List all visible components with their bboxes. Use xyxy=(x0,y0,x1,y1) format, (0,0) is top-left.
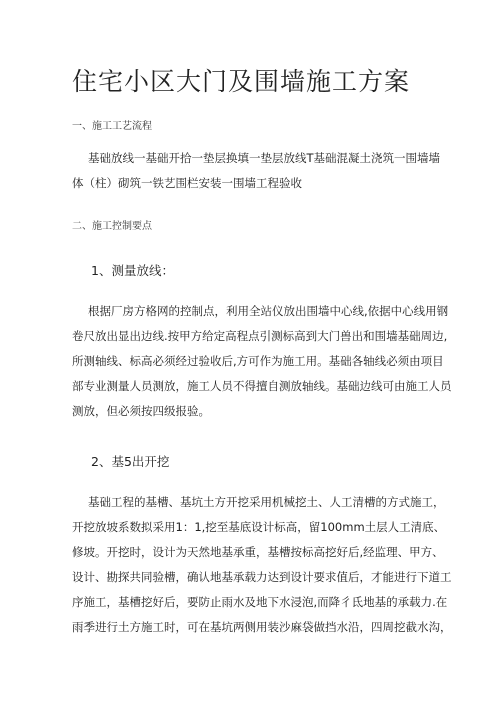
subheading-survey: 1、测量放线： xyxy=(91,263,174,278)
paragraph-line: 修坡。开挖时，设计为天然地基承重，基槽按标高挖好后,经监理、甲方、 xyxy=(72,545,444,559)
paragraph-line: 基础工程的基槽、基坑土方开挖采用机械挖土、人工清槽的方式施工， xyxy=(88,495,445,509)
section-heading-process: 一、施工工艺流程 xyxy=(72,121,152,132)
paragraph-line: 开挖放坡系数拟采用1：1,挖至基底设计标高，留100mm土层人工清底、 xyxy=(72,520,446,534)
subheading-excavation: 2、基5出开挖 xyxy=(91,454,170,469)
paragraph-process-flow xyxy=(72,146,441,196)
paragraph-line: 体（柱）砌筑一铁艺围栏安装一围墙工程验收 xyxy=(72,176,302,190)
paragraph-line: 根据厂房方格网的控制点，利用全站仪放出围墙中心线,依据中心线用钢 xyxy=(88,304,449,318)
paragraph-survey xyxy=(72,299,452,424)
paragraph-line: 基础放线一基础开拾一垫层换填一垫层放线T基础混凝土浇筑一围墙墙 xyxy=(88,151,441,165)
paragraph-excavation xyxy=(72,490,452,640)
paragraph-line: 测放，但必须按四级报验。 xyxy=(72,404,210,418)
paragraph-line: 序施工，基槽挖好后，要防止雨水及地下水浸泡,而降彳氐地基的承载力.在 xyxy=(72,595,448,609)
paragraph-line: 设计、勘探共同验槽，确认地基承载力达到设计要求值后，才能进行下道工 xyxy=(72,570,452,584)
section-heading-control-points: 二、施工控制要点 xyxy=(72,221,152,232)
document-title: 住宅小区大门及围墙施工方案 xyxy=(72,67,411,96)
paragraph-line: 所测轴线、标高必须经过验收后,方可作为施工用。基础各轴线必须由项目 xyxy=(72,354,444,368)
paragraph-line: 雨季进行土方施工时，可在基坑两侧用装沙麻袋做挡水沿，四周挖截水沟， xyxy=(72,620,452,634)
paragraph-line: 卷尺放出显出边线.按甲方给定高程点引测标高到大门兽出和围墙基础周边, xyxy=(72,329,448,343)
paragraph-line: 部专业测量人员测放，施工人员不得擅自测放轴线。基础边线可由施工人员 xyxy=(72,379,452,393)
